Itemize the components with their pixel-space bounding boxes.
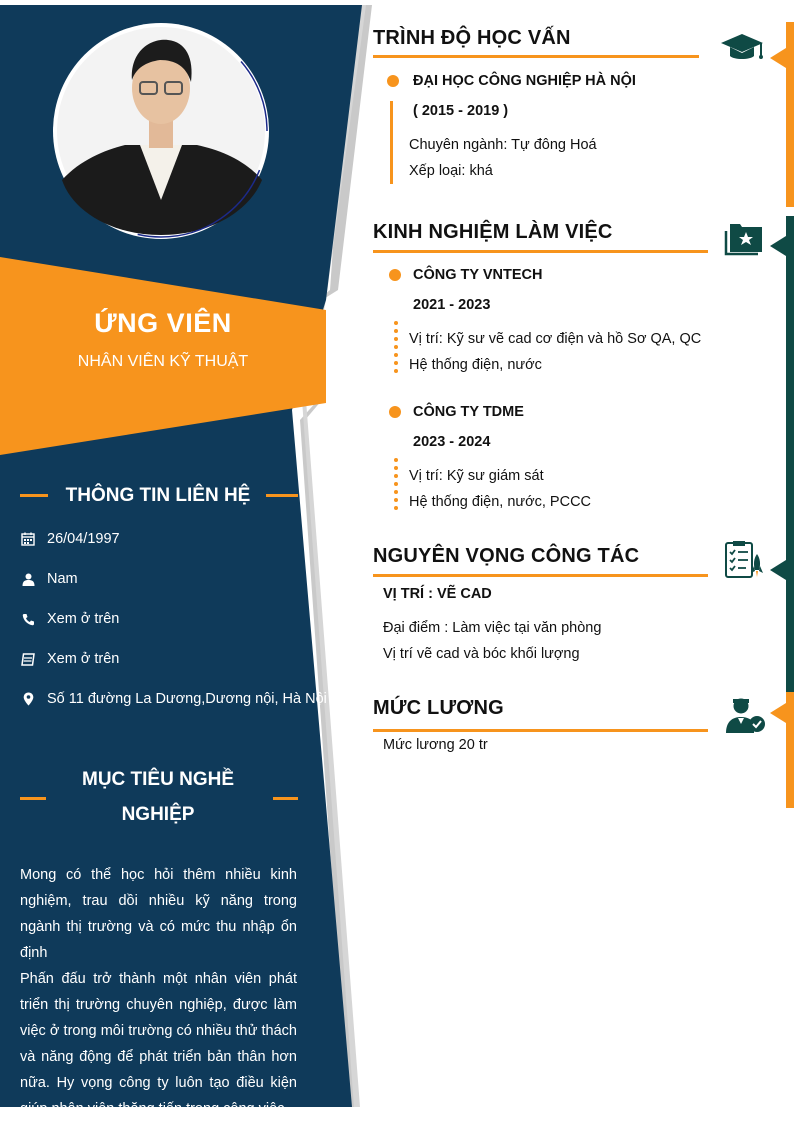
job2-dotted-line bbox=[394, 458, 398, 514]
objective-text bbox=[20, 862, 297, 1122]
education-major: Chuyên ngành: Tự đông Hoá bbox=[409, 137, 597, 153]
accent-pointer-2 bbox=[770, 236, 786, 256]
folder-star-icon bbox=[724, 222, 764, 261]
objective-heading-line2: NGHIỆP bbox=[121, 804, 195, 825]
clipboard-checklist-icon bbox=[724, 540, 764, 585]
profile-photo bbox=[53, 23, 269, 239]
education-bullet bbox=[387, 75, 399, 87]
education-heading: TRÌNH ĐỘ HỌC VẤN bbox=[373, 27, 571, 49]
aspiration-task: Vị trí vẽ cad và bóc khối lượng bbox=[383, 646, 580, 662]
contact-rule-left bbox=[20, 494, 48, 497]
calendar-icon bbox=[20, 531, 36, 547]
contact-phone-value: Xem ở trên bbox=[47, 611, 120, 627]
accent-pointer-3 bbox=[770, 560, 786, 580]
aspiration-position: VỊ TRÍ : VẼ CAD bbox=[383, 586, 492, 602]
accent-bar-orange-bottom bbox=[786, 692, 794, 808]
objective-paragraph-2: Phấn đấu trở thành một nhân viên phát triển thị trường chuyên nghiệp, được làm việc ở trong môi trường có nhiều thử thách và năng động để phát triển bản thân hơn nữa. Hy vọng công ty luôn tạo điều kiện giúp nhân viên thăng tiến trong công việc. bbox=[20, 971, 297, 1117]
contact-phone bbox=[20, 608, 119, 630]
candidate-name: ỨNG VIÊN bbox=[94, 308, 232, 338]
job1-years: 2021 - 2023 bbox=[413, 297, 491, 313]
education-grade: Xếp loại: khá bbox=[409, 163, 493, 179]
salary-rule bbox=[373, 729, 708, 732]
contact-email-value: Xem ở trên bbox=[47, 651, 120, 667]
job1-company: CÔNG TY VNTECH bbox=[413, 267, 543, 283]
contact-heading: THÔNG TIN LIÊN HỆ bbox=[65, 485, 251, 506]
location-icon bbox=[20, 691, 36, 707]
job2-years: 2023 - 2024 bbox=[413, 434, 491, 450]
salary-heading: MỨC LƯƠNG bbox=[373, 697, 504, 719]
objective-paragraph-1: Mong có thể học hỏi thêm nhiều kinh nghiệm, trau dồi nhiều kỹ năng trong ngành thị trường và có mức thu nhập ổn định bbox=[20, 867, 297, 961]
salary-value: Mức lương 20 tr bbox=[383, 737, 488, 753]
person-icon bbox=[20, 571, 36, 587]
contact-address bbox=[20, 688, 327, 710]
job1-bullet bbox=[389, 269, 401, 281]
user-check-icon bbox=[724, 696, 766, 739]
objective-heading-line1: MỤC TIÊU NGHỀ bbox=[82, 769, 234, 790]
accent-pointer-4 bbox=[770, 703, 786, 723]
contact-rule-right bbox=[266, 494, 298, 497]
objective-rule-left bbox=[20, 797, 46, 800]
job1-position: Vị trí: Kỹ sư vẽ cad cơ điện và hồ Sơ QA, QC bbox=[409, 331, 702, 347]
contact-birthday bbox=[20, 528, 120, 550]
contact-birthday-value: 26/04/1997 bbox=[47, 531, 120, 547]
contact-email bbox=[20, 648, 119, 670]
graduation-cap-icon bbox=[720, 32, 764, 69]
contact-gender bbox=[20, 568, 78, 590]
objective-rule-right bbox=[273, 797, 298, 800]
aspiration-location: Đại điểm : Làm việc tại văn phòng bbox=[383, 620, 602, 636]
contact-address-value: Số 11 đường La Dương,Dương nội, Hà Nội bbox=[47, 691, 327, 707]
education-years: ( 2015 - 2019 ) bbox=[413, 103, 509, 119]
experience-heading: KINH NGHIỆM LÀM VIỆC bbox=[373, 221, 613, 243]
email-icon bbox=[20, 651, 36, 667]
education-timeline-line bbox=[390, 101, 393, 184]
job2-company: CÔNG TY TDME bbox=[413, 404, 524, 420]
aspiration-heading: NGUYÊN VỌNG CÔNG TÁC bbox=[373, 545, 640, 567]
job2-position: Vị trí: Kỹ sư giám sát bbox=[409, 468, 544, 484]
accent-bar-green bbox=[786, 216, 794, 692]
job1-dotted-line bbox=[394, 321, 398, 377]
job1-detail: Hệ thống điện, nước bbox=[409, 357, 542, 373]
experience-rule bbox=[373, 250, 708, 253]
job2-detail: Hệ thống điện, nước, PCCC bbox=[409, 494, 592, 510]
contact-gender-value: Nam bbox=[47, 571, 78, 587]
aspiration-rule bbox=[373, 574, 708, 577]
accent-pointer-1 bbox=[770, 48, 786, 68]
accent-bar-orange-top bbox=[786, 22, 794, 207]
education-rule bbox=[373, 55, 699, 58]
education-school: ĐẠI HỌC CÔNG NGHIỆP HÀ NỘI bbox=[413, 73, 636, 89]
phone-icon bbox=[20, 611, 36, 627]
candidate-title: NHÂN VIÊN KỸ THUẬT bbox=[77, 353, 249, 370]
job2-bullet bbox=[389, 406, 401, 418]
